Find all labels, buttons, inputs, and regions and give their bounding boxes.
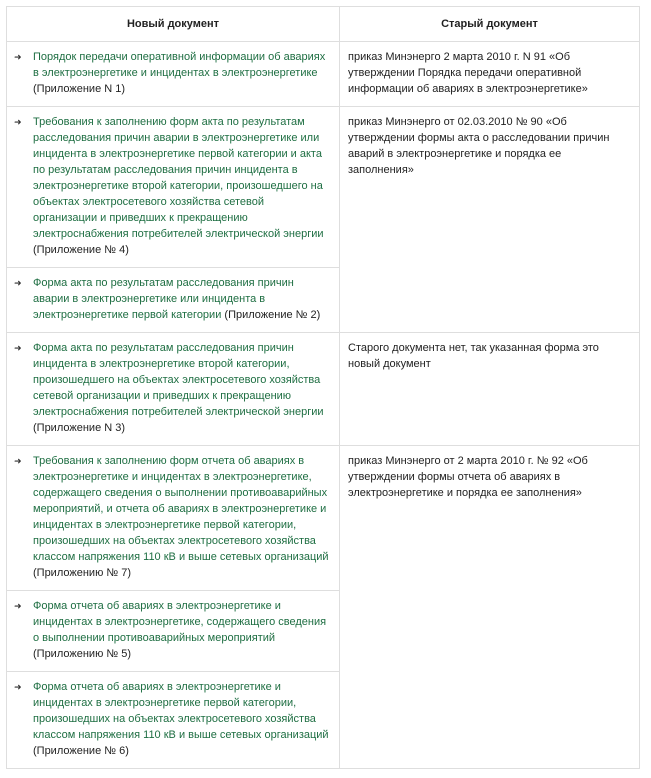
appendix-label: (Приложение № 6)	[33, 745, 129, 757]
new-document-cell	[7, 268, 340, 333]
table-row	[7, 446, 640, 591]
document-link[interactable]: Форма отчета об авариях в электроэнергетике и инцидентах в электроэнергетике первой категории, произошедших на объектах электросетевого хозяйства классом напряжения 110 кВ и выше сетевых организаций	[33, 681, 329, 741]
document-link[interactable]: Форма отчета об авариях в электроэнергетике и инцидентах в электроэнергетике, содержащего сведения о выполнении противоаварийных мероприятий	[33, 600, 327, 644]
new-document-cell	[7, 591, 340, 672]
document-link[interactable]: Форма акта по результатам расследования причин аварии в электроэнергетике или инцидента в электроэнергетике первой категории	[33, 277, 294, 321]
comparison-table	[6, 6, 640, 769]
arrow-right-icon: ➜	[14, 601, 22, 611]
table-header-row	[7, 7, 640, 42]
table-row	[7, 107, 640, 268]
document-link[interactable]: Порядок передачи оперативной информации об авариях в электроэнергетике и инцидентах в электроэнергетике	[33, 51, 326, 79]
old-document-cell: приказ Минэнерго 2 марта 2010 г. N 91 «Об утверждении Порядка передачи оперативной информации об авариях в электроэнергетике»	[340, 42, 640, 107]
old-document-cell: приказ Минэнерго от 2 марта 2010 г. № 92 «Об утверждении формы отчета об авариях в электроэнергетике и порядка ее заполнения»	[340, 446, 640, 769]
old-document-cell: Старого документа нет, так указанная форма это новый документ	[340, 333, 640, 446]
appendix-label: (Приложение № 4)	[33, 244, 129, 256]
appendix-label: (Приложение № 2)	[221, 309, 321, 321]
new-document-cell	[7, 42, 340, 107]
new-document-cell	[7, 446, 340, 591]
appendix-label: (Приложению № 7)	[33, 567, 132, 579]
header-old-document: Старый документ	[340, 7, 640, 42]
table-row	[7, 333, 640, 446]
appendix-label: (Приложению № 5)	[33, 648, 132, 660]
document-link[interactable]: Требования к заполнению форм акта по результатам расследования причин аварии в электроэнергетике или инцидента в электроэнергетике первой категории и акта по результатам расследования причин инцидента в электроэнергетике второй категории, произошедшего на объектах электросетевого хозяйства сетевой организации и приведших к прекращению электроснабжения потребителей электрической энергии	[33, 116, 324, 240]
old-document-cell: приказ Минэнерго от 02.03.2010 № 90 «Об утверждении формы акта о расследовании причин аварий в электроэнергетике и порядка ее заполнения»	[340, 107, 640, 333]
appendix-label: (Приложение N 3)	[33, 422, 126, 434]
arrow-right-icon: ➜	[14, 117, 22, 127]
arrow-right-icon: ➜	[14, 343, 22, 353]
document-link[interactable]: Форма акта по результатам расследования причин инцидента в электроэнергетике второй категории, произошедшего на объектах электросетевого хозяйства сетевой организации и приведших к прекращению электроснабжения потребителей электрической энергии	[33, 342, 324, 418]
new-document-cell	[7, 672, 340, 769]
arrow-right-icon: ➜	[14, 52, 22, 62]
arrow-right-icon: ➜	[14, 278, 22, 288]
new-document-cell	[7, 107, 340, 268]
new-document-cell	[7, 333, 340, 446]
appendix-label: (Приложение N 1)	[33, 83, 126, 95]
arrow-right-icon: ➜	[14, 682, 22, 692]
arrow-right-icon: ➜	[14, 456, 22, 466]
table-row	[7, 42, 640, 107]
document-link[interactable]: Требования к заполнению форм отчета об авариях в электроэнергетике и инцидентах в электроэнергетике, содержащего сведения о выполнении противоаварийных мероприятий, и отчета об авариях в электроэнергетике и инцидентах в электроэнергетике первой категории, произошедших на объектах электросетевого хозяйства классом напряжения 110 кВ и выше сетевых организаций	[33, 455, 329, 563]
header-new-document: Новый документ	[7, 7, 340, 42]
